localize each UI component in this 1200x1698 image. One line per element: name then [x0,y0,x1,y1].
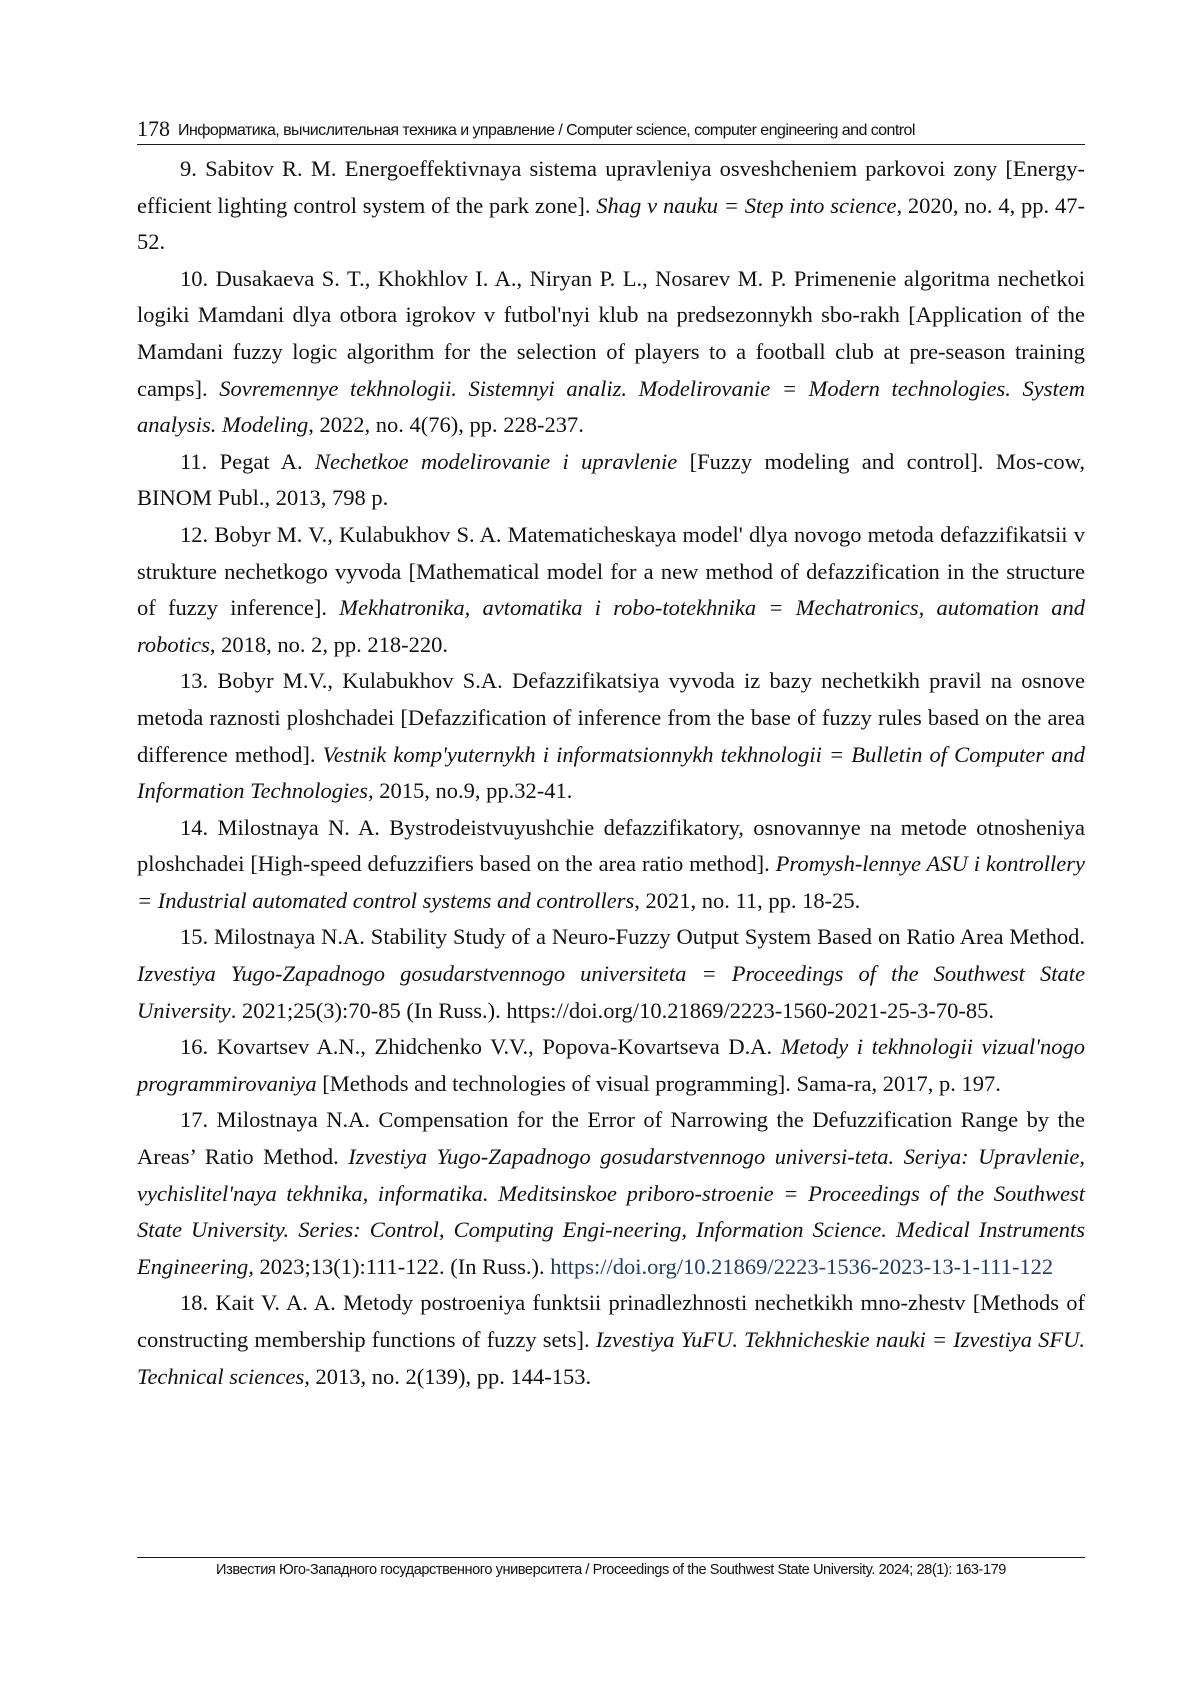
reference-text: 15. Milostnaya N.A. Stability Study of a Neuro-Fuzzy Output System Based on Ratio Area Method. [180,924,1085,950]
reference-item [137,1029,1085,1102]
journal-citation: Известия Юго-Западного государственного университета / Proceedings of the Southwest State University. 2024; 28(1): 163-179 [216,1562,1006,1578]
reference-details: [Methods and technologies of visual programming]. Sama-ra, 2017, p. 197. [316,1070,1001,1096]
reference-source: Sovremennye tekhnologii. Sistemnyi analiz. Modelirovanie = Modern technologies. System analysis. Modeling [137,375,1085,438]
reference-text: 11. Pegat A. [180,448,315,474]
reference-source: Izvestiya Yugo-Zapadnogo gosudarstvennogo universiteta = Proceedings of the Southwest State University [137,961,1085,1023]
reference-details: , 2020, no. 4, pp. 47-52. [137,192,1085,255]
reference-item [137,919,1085,1029]
reference-details: , 2021, no. 11, pp. 18-25. [634,887,861,913]
reference-item [137,1102,1085,1285]
reference-item [137,810,1085,920]
reference-source: Nechetkoe modelirovanie i upravlenie [314,448,678,474]
reference-text: 9. Sabitov R. M. Energoeffektivnaya sistema upravleniya osveshcheniem parkovoi zony [Energy-efficient lighting control system of the park zone]. [137,156,1085,218]
reference-text: 13. Bobyr M.V., Kulabukhov S.A. Defazzifikatsiya vyvoda iz bazy nechetkikh pravil na osnove metoda raznosti ploshchadei [Defazzification of inference from the base of fuzzy rules based on the area difference method]. [137,668,1085,767]
reference-list [137,151,1085,1395]
reference-details: , 2015, no.9, pp.32-41. [368,778,573,804]
page-number: 178 [137,116,170,141]
reference-source: Izvestiya Yugo-Zapadnogo gosudarstvennogo universi-teta. Seriya: Upravlenie, vychislitel'naya tekhnika, informatika. Meditsinskoe priboro-stroenie = Proceedings of the Southwest State University. Series: Control, Computing Engi-neering, Information Science. Medical Instruments Engineering, [137,1144,1085,1279]
reference-details: 2023;13(1):111-122. (In Russ.). [253,1253,551,1279]
reference-item [137,151,1085,261]
reference-text: 14. Milostnaya N. A. Bystrodeistvuyushchie defazzifikatory, osnovannye na metode otnosheniya ploshchadei [High-speed defuzzifiers based on the area ratio method]. [137,814,1085,877]
reference-details: . 2021;25(3):70-85 (In Russ.). https://doi.org/10.21869/2223-1560-2021-25-3-70-85. [230,997,995,1023]
reference-item [137,517,1085,663]
reference-details: , 2018, no. 2, pp. 218-220. [209,631,449,657]
reference-source: Vestnik komp'yuternykh i informatsionnykh tekhnologii = Bulletin of Computer and Information Technologies [137,741,1085,804]
reference-item [137,663,1085,809]
reference-details: , 2022, no. 4(76), pp. 228-237. [308,412,584,438]
reference-source: Izvestiya YuFU. Tekhnicheskie nauki = Izvestiya SFU. Technical sciences [137,1327,1085,1389]
reference-text: 16. Kovartsev A.N., Zhidchenko V.V., Popova-Kovartseva D.A. [180,1034,781,1060]
reference-source: Mekhatronika, avtomatika i robo-totekhnika = Mechatronics, automation and robotics [137,595,1085,657]
page-header [137,111,1085,145]
reference-text: 12. Bobyr M. V., Kulabukhov S. A. Matematicheskaya model' dlya novogo metoda defazzifikatsii v strukture nechetkogo vyvoda [Mathematical model for a new method of defazzification in the structure of fuzzy inference]. [137,521,1085,621]
reference-item [137,1285,1085,1395]
reference-text: 10. Dusakaeva S. T., Khokhlov I. A., Niryan P. L., Nosarev M. P. Primenenie algoritma nechetkoi logiki Mamdani dlya otbora igrokov v futbol'nyi klub na predsezonnykh sbo-rakh [Application of the Mamdani fuzzy logic algorithm for the selection of players to a football club at pre-season training camps]. [137,265,1085,401]
reference-text: 18. Kait V. A. A. Metody postroeniya funktsii prinadlezhnosti nechetkikh mno-zhestv [Methods of constructing membership functions of fuzzy sets]. [137,1290,1085,1352]
reference-source: Promysh-lennye ASU i kontrollery = Industrial automated control systems and controllers [137,851,1086,913]
reference-details: , 2013, no. 2(139), pp. 144-153. [304,1363,592,1389]
reference-source: Shag v nauku = Step into science [596,192,897,218]
reference-source: Metody i tekhnologii vizual'nogo programmirovaniya [137,1034,1085,1096]
running-title: Информатика, вычислительная техника и управление / Computer science, computer engineering and control [178,122,915,139]
reference-item [137,261,1085,444]
reference-details: [Fuzzy modeling and control]. Mos-cow, BINOM Publ., 2013, 798 p. [137,448,1085,511]
reference-text: 17. Milostnaya N.A. Compensation for the Error of Narrowing the Defuzzification Range by the Areas’ Ratio Method. [137,1107,1085,1170]
page-footer [137,1557,1085,1578]
reference-item [137,444,1085,517]
doi-link[interactable]: https://doi.org/10.21869/2223-1536-2023-13-1-111-122 [550,1253,1054,1279]
